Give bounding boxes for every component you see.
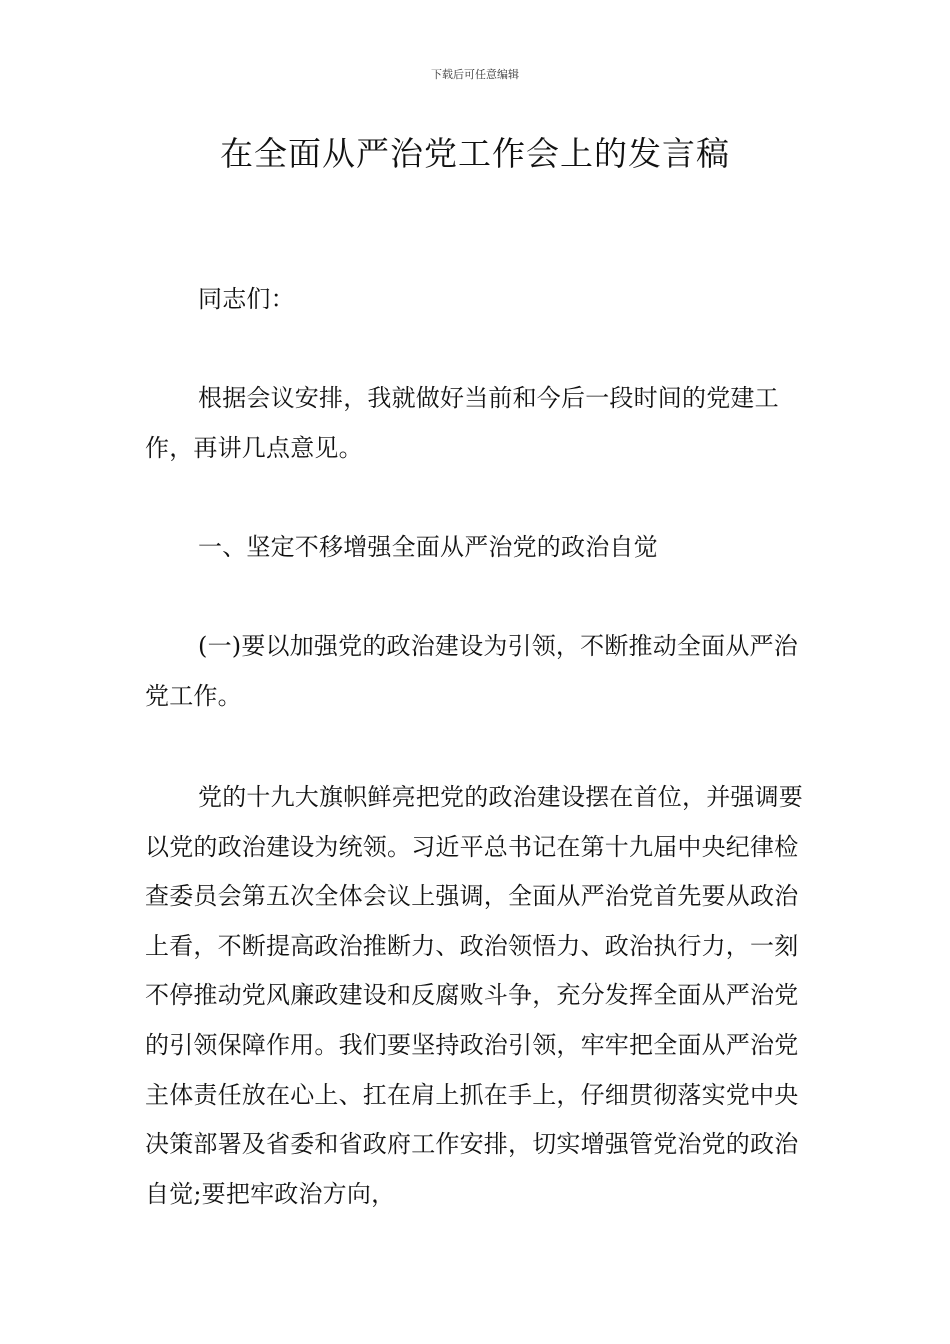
document-title: 在全面从严治党工作会上的发言稿: [220, 134, 730, 173]
section-heading-1: 一、坚定不移增强全面从严治党的政治自觉: [198, 533, 658, 561]
subsection-heading-1: (一)要以加强党的政治建设为引领，不断推动全面从严治党工作。: [145, 632, 798, 710]
body-paragraph-1: 党的十九大旗帜鲜亮把党的政治建设摆在首位，并强调要以党的政治建设为统领。习近平总书记在第十九届中央纪律检查委员会第五次全体会议上强调，全面从严治党首先要从政治上看，不断提高政治推断力、政治领悟力、政治执行力，一刻不停推动党风廉政建设和反腐败斗争，充分发挥全面从严治党的引领保障作用。我们要坚持政治引领，牢牢把全面从严治党主体责任放在心上、扛在肩上抓在手上，仔细贯彻落实党中央决策部署及省委和省政府工作安排，切实增强管党治党的政治自觉;要把牢政治方向，: [145, 783, 803, 1208]
greeting-paragraph: 同志们：: [198, 285, 295, 313]
intro-paragraph: 根据会议安排，我就做好当前和今后一段时间的党建工作，再讲几点意见。: [145, 384, 779, 462]
header-note: 下载后可任意编辑: [431, 68, 519, 81]
